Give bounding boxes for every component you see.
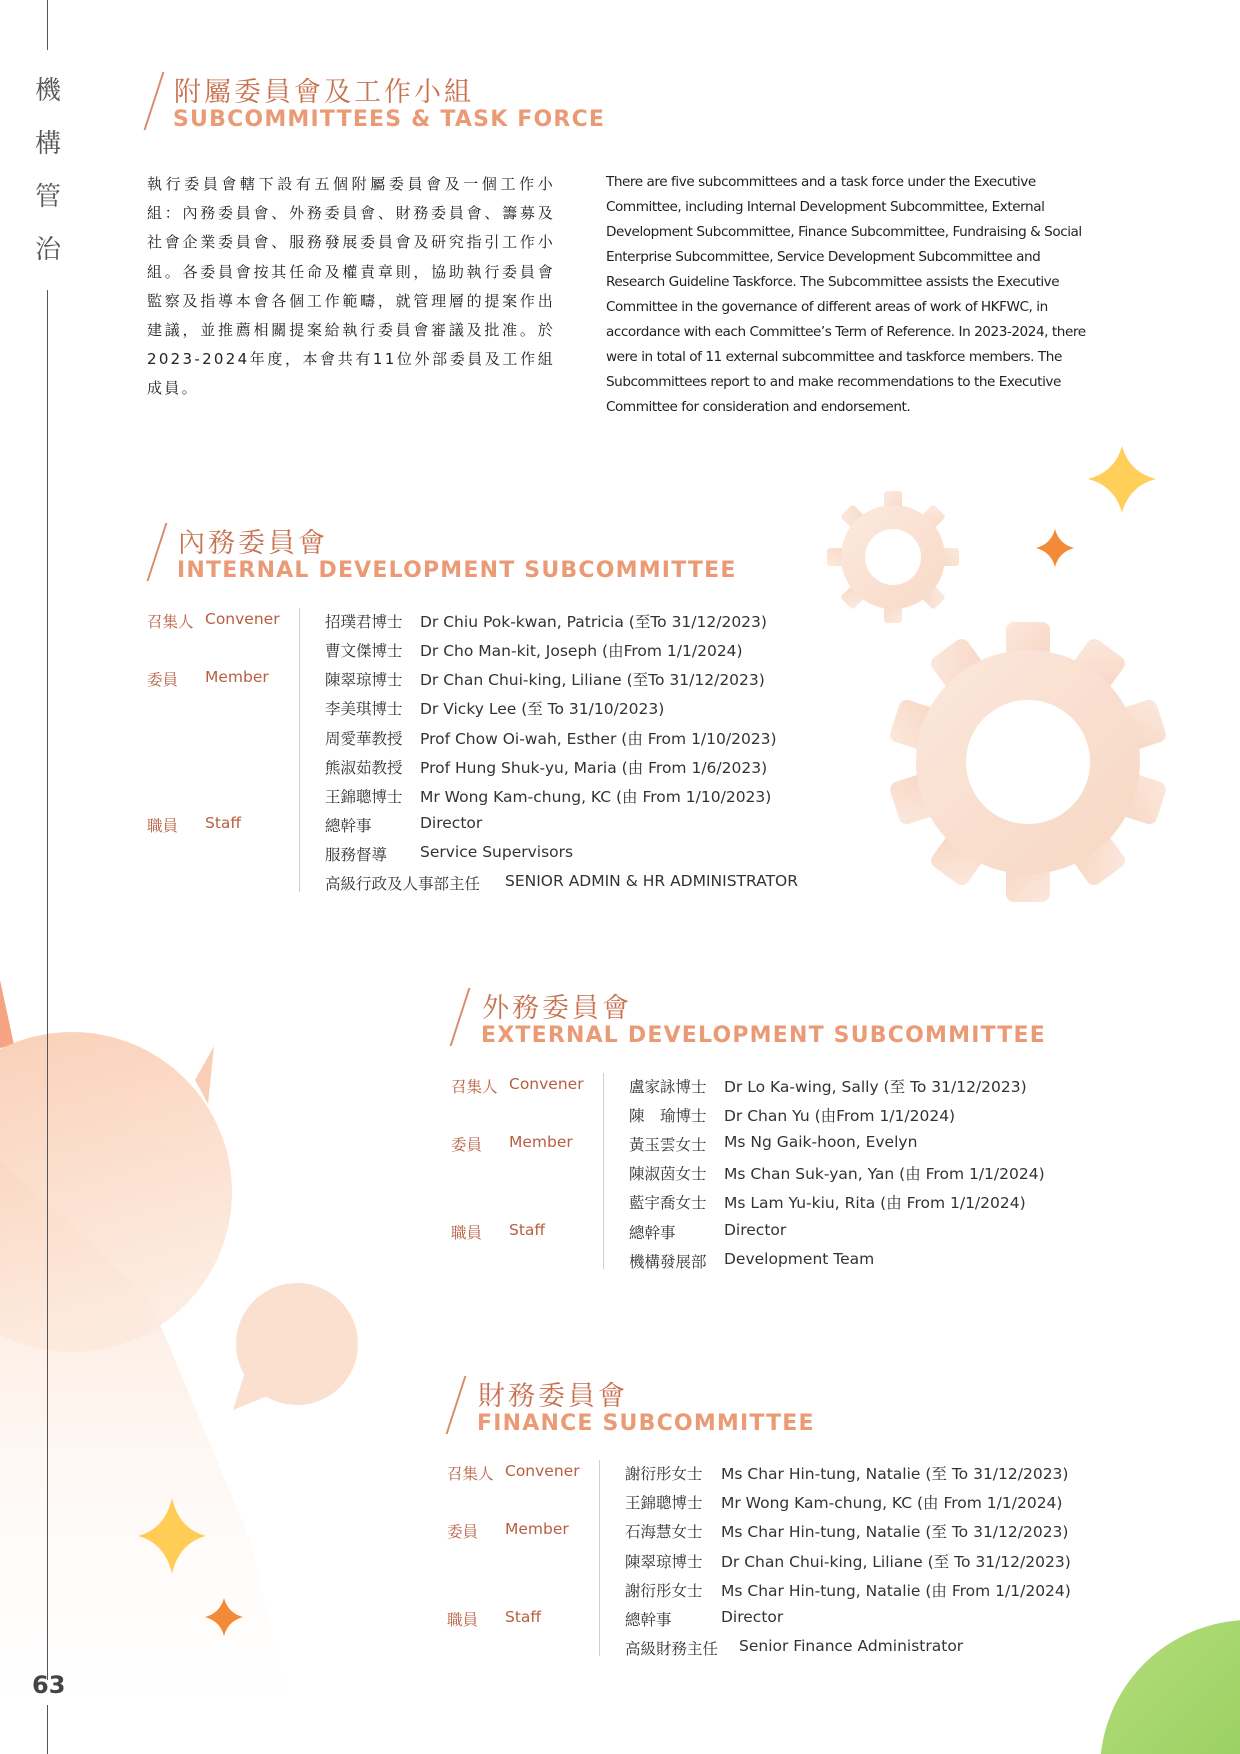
member-name-en: Ms Char Hin-tung, Natalie (至 To 31/12/2023) [721, 1523, 1069, 1541]
star-large-icon [1088, 446, 1156, 513]
member-row [629, 1191, 1026, 1213]
member-name-zh: 陳翠琼博士 [325, 671, 403, 689]
role-label-zh: 召集人 [451, 1078, 498, 1096]
role-label-en: Staff [509, 1221, 546, 1239]
member-row [325, 697, 665, 719]
role-label-zh: 委員 [451, 1136, 483, 1154]
member-title-en: Service Supervisors [420, 843, 574, 861]
member-name-zh: 王錦聰博士 [625, 1494, 703, 1512]
member-title-en: Director [420, 814, 483, 832]
role-label-en: Convener [505, 1462, 580, 1480]
member-name-zh: 陳 瑜博士 [629, 1107, 707, 1125]
member-name-en: Prof Chow Oi-wah, Esther (由 From 1/10/2023) [420, 730, 777, 748]
member-row [325, 785, 772, 807]
corner-triangle [0, 980, 14, 1048]
member-title-zh: 總幹事 [325, 817, 372, 835]
member-title-en: Director [721, 1608, 784, 1626]
member-row [625, 1579, 1071, 1601]
committee-heading-en: EXTERNAL DEVELOPMENT SUBCOMMITTEE [481, 1023, 1046, 1048]
member-title-zh: 總幹事 [625, 1611, 672, 1629]
role-label-en: Convener [205, 610, 280, 628]
member-name-en: Dr Chan Chui-king, Liliane (至To 31/12/2023) [420, 671, 765, 689]
committee-heading-en: INTERNAL DEVELOPMENT SUBCOMMITTEE [177, 558, 737, 583]
member-name-zh: 熊淑茹教授 [325, 759, 403, 777]
intro-heading-en: SUBCOMMITTEES & TASK FORCE [173, 107, 606, 132]
member-name-en: Ms Chan Suk-yan, Yan (由 From 1/1/2024) [724, 1165, 1045, 1183]
list-divider [603, 1073, 604, 1269]
role-label-zh: 召集人 [447, 1465, 494, 1483]
role-label-zh: 職員 [451, 1224, 483, 1242]
member-title-en: Development Team [724, 1250, 875, 1268]
member-row [629, 1133, 918, 1155]
member-name-zh: 陳翠琼博士 [625, 1553, 703, 1571]
member-name-en: Dr Chan Chui-king, Liliane (至 To 31/12/2023) [721, 1553, 1071, 1571]
intro-paragraph-en: There are five subcommittees and a task force under the Executive Committee, including Internal Development Subcommittee, External Development Subcommittee, Finance Subcommittee, Fundraising & Social Enterprise Subcommittee, Service Development Subcommittee and Research Guideline Taskforce. The Subcommittee assists the Executive Committee in the governance of different areas of work of HKFWC, in accordance with each Committee’s Term of Reference. In 2023-2024, there were in total of 11 external subcommittee and taskforce members. The Subcommittees report to and make recommendations to the Executive Committee for consideration and endorsement. [606, 174, 1086, 415]
member-row [625, 1637, 964, 1659]
member-row [325, 639, 743, 661]
member-row [325, 756, 768, 778]
member-name-en: Ms Char Hin-tung, Natalie (至 To 31/12/2023) [721, 1465, 1069, 1483]
member-row [325, 668, 765, 690]
intro-paragraph-zh: 執行委員會轄下設有五個附屬委員會及一個工作小組：內務委員會、外務委員會、財務委員會、籌募及社會企業委員會、服務發展委員會及研究指引工作小組。各委員會按其任命及權責章則，協助執行委員會監察及指導本會各個工作範疇，就管理層的提案作出建議，並推薦相關提案給執行委員會審議及批准。於2023-2024年度，本會共有11位外部委員及工作組成員。 [147, 175, 555, 398]
member-row [325, 727, 777, 749]
member-name-zh: 石海慧女士 [625, 1523, 703, 1541]
member-name-zh: 黃玉雲女士 [629, 1136, 707, 1154]
member-name-en: Dr Lo Ka-wing, Sally (至 To 31/12/2023) [724, 1078, 1027, 1096]
member-name-zh: 周愛華教授 [325, 730, 403, 748]
list-divider [599, 1460, 600, 1656]
role-label-en: Convener [509, 1075, 584, 1093]
committee-heading-zh: 財務委員會 [478, 1381, 628, 1412]
side-title-char: 治 [34, 235, 61, 265]
member-row [325, 843, 574, 865]
member-title-zh: 機構發展部 [629, 1253, 707, 1271]
member-row [325, 814, 483, 836]
member-row [629, 1075, 1027, 1097]
member-row [625, 1462, 1069, 1484]
member-row [625, 1550, 1071, 1572]
role-label-en: Member [509, 1133, 573, 1151]
member-title-zh: 高級財務主任 [625, 1640, 719, 1658]
member-row [629, 1104, 956, 1126]
member-name-en: Ms Char Hin-tung, Natalie (由 From 1/1/2024) [721, 1582, 1071, 1600]
member-name-zh: 陳淑茵女士 [629, 1165, 707, 1183]
member-title-zh: 高級行政及人事部主任 [325, 875, 481, 893]
role-label-zh: 職員 [447, 1611, 479, 1629]
member-name-en: Dr Vicky Lee (至 To 31/10/2023) [420, 700, 665, 718]
committee-heading-en: FINANCE SUBCOMMITTEE [477, 1411, 815, 1436]
speech-bubble-small [233, 1283, 358, 1410]
member-name-en: Dr Chan Yu (由From 1/1/2024) [724, 1107, 956, 1125]
side-title-char: 管 [34, 182, 61, 212]
member-name-en: Ms Lam Yu-kiu, Rita (由 From 1/1/2024) [724, 1194, 1026, 1212]
member-title-zh: 服務督導 [325, 846, 388, 864]
role-label-zh: 職員 [147, 817, 179, 835]
member-name-zh: 王錦聰博士 [325, 788, 403, 806]
list-divider [299, 608, 300, 892]
member-row [625, 1608, 784, 1630]
side-rail-line [47, 290, 48, 1680]
member-name-zh: 謝衍彤女士 [625, 1465, 703, 1483]
committee-heading-zh: 外務委員會 [482, 993, 632, 1024]
role-label-en: Staff [205, 814, 242, 832]
member-name-zh: 曹文傑博士 [325, 642, 403, 660]
member-row [625, 1491, 1063, 1513]
member-row [625, 1520, 1069, 1542]
member-name-en: Ms Ng Gaik-hoon, Evelyn [724, 1133, 918, 1151]
committee-heading-zh: 內務委員會 [178, 528, 328, 559]
large-gear-icon [888, 622, 1168, 902]
role-label-zh: 委員 [147, 671, 179, 689]
member-name-zh: 藍宇喬女士 [629, 1194, 707, 1212]
member-name-zh: 李美琪博士 [325, 700, 403, 718]
role-label-zh: 委員 [447, 1523, 479, 1541]
member-name-en: Dr Cho Man-kit, Joseph (由From 1/1/2024) [420, 642, 743, 660]
member-row [629, 1221, 787, 1243]
member-row [325, 610, 767, 632]
role-label-en: Staff [505, 1608, 542, 1626]
member-name-zh: 盧家詠博士 [629, 1078, 707, 1096]
page-number: 63 [32, 1671, 66, 1699]
side-rail-line-top [47, 0, 48, 50]
intro-heading-zh: 附屬委員會及工作小組 [174, 77, 474, 108]
member-title-zh: 總幹事 [629, 1224, 676, 1242]
member-row [325, 872, 799, 894]
member-name-en: Prof Hung Shuk-yu, Maria (由 From 1/6/2023) [420, 759, 768, 777]
green-corner-shape [1100, 1620, 1240, 1754]
side-rail-line-bottom [47, 1705, 48, 1754]
star-small-icon [1036, 529, 1074, 567]
role-label-en: Member [505, 1520, 569, 1538]
role-label-zh: 召集人 [147, 613, 194, 631]
member-name-en: Dr Chiu Pok-kwan, Patricia (至To 31/12/2023) [420, 613, 767, 631]
member-name-en: Mr Wong Kam-chung, KC (由 From 1/10/2023) [420, 788, 772, 806]
member-name-zh: 招璞君博士 [325, 613, 403, 631]
member-title-en: Senior Finance Administrator [739, 1637, 964, 1655]
side-title-char: 構 [34, 129, 61, 159]
speech-bubble-large [0, 1032, 232, 1352]
side-title-char: 機 [34, 76, 61, 106]
member-title-en: SENIOR ADMIN & HR ADMINISTRATOR [505, 872, 799, 890]
member-name-zh: 謝衍彤女士 [625, 1582, 703, 1600]
member-row [629, 1162, 1045, 1184]
member-name-en: Mr Wong Kam-chung, KC (由 From 1/1/2024) [721, 1494, 1063, 1512]
member-row [629, 1250, 875, 1272]
member-title-en: Director [724, 1221, 787, 1239]
small-gear-icon [827, 491, 959, 623]
role-label-en: Member [205, 668, 269, 686]
